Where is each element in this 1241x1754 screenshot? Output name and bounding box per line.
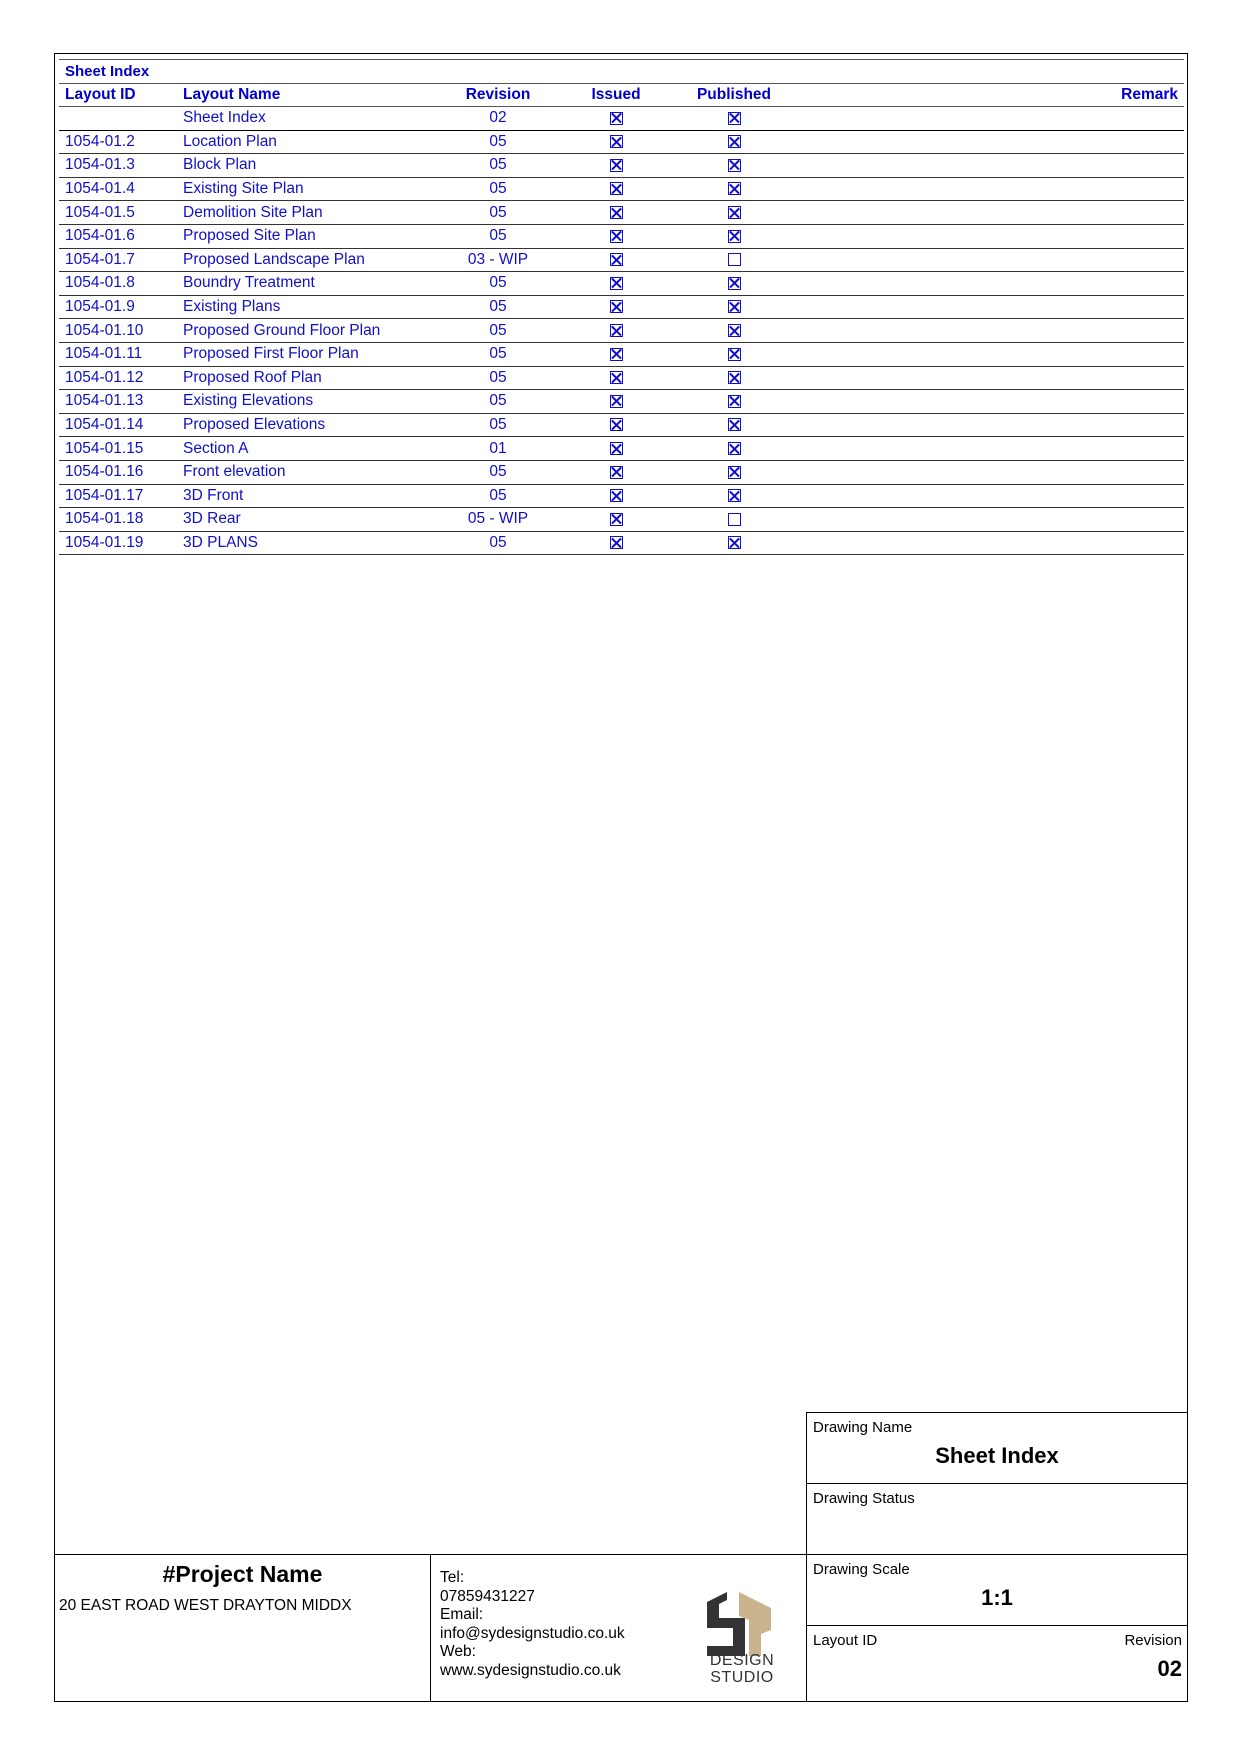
tel-value: 07859431227	[440, 1587, 535, 1605]
remark-cell	[793, 531, 1184, 555]
layout-id-cell: 1054-01.19	[59, 531, 177, 555]
issued-cell	[557, 508, 675, 532]
revision-cell: 05	[439, 484, 557, 508]
published-checked-icon	[728, 230, 741, 243]
drawing-name-value: Sheet Index	[935, 1443, 1059, 1468]
layout-name-cell: Existing Elevations	[177, 390, 439, 414]
published-cell	[675, 460, 793, 484]
remark-cell	[793, 201, 1184, 225]
issued-cell	[557, 154, 675, 178]
revision-value: 02	[1157, 1656, 1182, 1681]
published-cell	[675, 531, 793, 555]
header-layout-name: Layout Name	[177, 84, 439, 107]
issued-cell	[557, 201, 675, 225]
remark-cell	[793, 366, 1184, 390]
issued-checked-icon	[610, 253, 623, 266]
issued-cell	[557, 248, 675, 272]
layout-id-cell: 1054-01.13	[59, 390, 177, 414]
revision-cell: 05	[439, 413, 557, 437]
layout-name-cell: Existing Plans	[177, 295, 439, 319]
published-cell	[675, 107, 793, 131]
remark-cell	[793, 107, 1184, 131]
issued-cell	[557, 272, 675, 296]
remark-cell	[793, 437, 1184, 461]
published-cell	[675, 342, 793, 366]
issued-checked-icon	[610, 182, 623, 195]
published-checked-icon	[728, 300, 741, 313]
published-unchecked-icon	[728, 513, 741, 526]
published-cell	[675, 319, 793, 343]
issued-checked-icon	[610, 230, 623, 243]
sheet-index-row	[59, 460, 1184, 484]
published-checked-icon	[728, 277, 741, 290]
issued-checked-icon	[610, 466, 623, 479]
layout-name-cell: Proposed Roof Plan	[177, 366, 439, 390]
layout-id-cell: 1054-01.5	[59, 201, 177, 225]
revision-cell: 05	[439, 224, 557, 248]
issued-checked-icon	[610, 513, 623, 526]
drawing-name-label: Drawing Name	[813, 1419, 913, 1436]
issued-cell	[557, 366, 675, 390]
issued-cell	[557, 390, 675, 414]
layout-name-cell: Sheet Index	[177, 107, 439, 131]
published-cell	[675, 154, 793, 178]
published-checked-icon	[728, 466, 741, 479]
layout-name-cell: 3D PLANS	[177, 531, 439, 555]
sheet-index-row	[59, 413, 1184, 437]
issued-cell	[557, 319, 675, 343]
published-checked-icon	[728, 135, 741, 148]
issued-checked-icon	[610, 206, 623, 219]
published-checked-icon	[728, 182, 741, 195]
layout-id-cell	[59, 107, 177, 131]
layout-id-cell: 1054-01.4	[59, 177, 177, 201]
sheet-index-row	[59, 484, 1184, 508]
sheet-index-header-row	[59, 84, 1184, 107]
revision-cell: 05	[439, 130, 557, 154]
published-checked-icon	[728, 159, 741, 172]
header-published: Published	[675, 84, 793, 107]
issued-checked-icon	[610, 159, 623, 172]
sheet-index-row	[59, 508, 1184, 532]
contact-details	[440, 1569, 625, 1680]
published-cell	[675, 201, 793, 225]
email-label: Email:	[440, 1606, 484, 1623]
revision-cell: 05	[439, 295, 557, 319]
issued-cell	[557, 107, 675, 131]
remark-cell	[793, 390, 1184, 414]
issued-cell	[557, 130, 675, 154]
layout-id-cell: 1054-01.12	[59, 366, 177, 390]
issued-cell	[557, 224, 675, 248]
published-cell	[675, 272, 793, 296]
published-checked-icon	[728, 324, 741, 337]
layout-name-cell: Block Plan	[177, 154, 439, 178]
layout-name-cell: Boundry Treatment	[177, 272, 439, 296]
published-cell	[675, 366, 793, 390]
layout-id-cell: 1054-01.9	[59, 295, 177, 319]
issued-checked-icon	[610, 418, 623, 431]
sheet-index-row	[59, 342, 1184, 366]
layout-id-cell: 1054-01.7	[59, 248, 177, 272]
layout-name-cell: Proposed Landscape Plan	[177, 248, 439, 272]
remark-cell	[793, 319, 1184, 343]
issued-checked-icon	[610, 442, 623, 455]
issued-checked-icon	[610, 395, 623, 408]
sheet-index-row	[59, 224, 1184, 248]
published-cell	[675, 248, 793, 272]
sheet-index-row	[59, 177, 1184, 201]
issued-checked-icon	[610, 112, 623, 125]
sheet-index-row	[59, 201, 1184, 225]
layout-name-cell: Location Plan	[177, 130, 439, 154]
layout-id-cell: 1054-01.8	[59, 272, 177, 296]
sheet-index-table	[59, 83, 1184, 555]
layout-id-cell: 1054-01.6	[59, 224, 177, 248]
layout-id-cell: 1054-01.14	[59, 413, 177, 437]
drawing-scale-label: Drawing Scale	[813, 1561, 910, 1578]
remark-cell	[793, 413, 1184, 437]
published-cell	[675, 508, 793, 532]
layout-id-cell: 1054-01.11	[59, 342, 177, 366]
drawing-scale-value: 1:1	[981, 1585, 1013, 1610]
project-name: #Project Name	[162, 1561, 323, 1587]
published-unchecked-icon	[728, 253, 741, 266]
remark-cell	[793, 460, 1184, 484]
published-cell	[675, 437, 793, 461]
sheet-index-row	[59, 437, 1184, 461]
revision-cell: 05	[439, 201, 557, 225]
revision-cell: 05	[439, 177, 557, 201]
remark-cell	[793, 224, 1184, 248]
issued-cell	[557, 413, 675, 437]
drawing-status-label: Drawing Status	[813, 1490, 915, 1507]
layout-name-cell: Proposed Ground Floor Plan	[177, 319, 439, 343]
sheet-index-row	[59, 272, 1184, 296]
issued-checked-icon	[610, 536, 623, 549]
layout-id-cell: 1054-01.3	[59, 154, 177, 178]
revision-cell: 01	[439, 437, 557, 461]
issued-cell	[557, 484, 675, 508]
header-remark: Remark	[793, 84, 1184, 107]
issued-cell	[557, 460, 675, 484]
remark-cell	[793, 272, 1184, 296]
issued-cell	[557, 437, 675, 461]
issued-checked-icon	[610, 489, 623, 502]
header-issued: Issued	[557, 84, 675, 107]
remark-cell	[793, 248, 1184, 272]
web-label: Web:	[440, 1643, 476, 1660]
remark-cell	[793, 295, 1184, 319]
revision-cell: 05	[439, 531, 557, 555]
layout-name-cell: Existing Site Plan	[177, 177, 439, 201]
remark-cell	[793, 130, 1184, 154]
layout-name-cell: 3D Front	[177, 484, 439, 508]
published-checked-icon	[728, 489, 741, 502]
issued-checked-icon	[610, 371, 623, 384]
layout-id-cell: 1054-01.18	[59, 508, 177, 532]
layout-id-cell: 1054-01.15	[59, 437, 177, 461]
issued-cell	[557, 531, 675, 555]
remark-cell	[793, 177, 1184, 201]
revision-cell: 05	[439, 460, 557, 484]
published-checked-icon	[728, 371, 741, 384]
header-layout-id: Layout ID	[59, 84, 177, 107]
revision-cell: 05	[439, 366, 557, 390]
header-revision: Revision	[439, 84, 557, 107]
layout-id-cell: 1054-01.10	[59, 319, 177, 343]
layout-id-cell: 1054-01.17	[59, 484, 177, 508]
sheet-index-body	[59, 107, 1184, 555]
logo-line-1: DESIGN	[709, 1652, 775, 1669]
revision-cell: 05	[439, 154, 557, 178]
project-address: 20 EAST ROAD WEST DRAYTON MIDDX	[59, 1597, 352, 1614]
layout-name-cell: Front elevation	[177, 460, 439, 484]
issued-cell	[557, 342, 675, 366]
layout-name-cell: Proposed Elevations	[177, 413, 439, 437]
remark-cell	[793, 342, 1184, 366]
layout-name-cell: Demolition Site Plan	[177, 201, 439, 225]
issued-checked-icon	[610, 300, 623, 313]
layout-name-cell: Proposed Site Plan	[177, 224, 439, 248]
revision-cell: 05	[439, 342, 557, 366]
published-cell	[675, 177, 793, 201]
remark-cell	[793, 484, 1184, 508]
revision-cell: 05	[439, 319, 557, 343]
sheet-index-row	[59, 248, 1184, 272]
email-value: info@sydesignstudio.co.uk	[440, 1624, 625, 1642]
logo-line-2: STUDIO	[710, 1669, 774, 1686]
issued-cell	[557, 295, 675, 319]
published-checked-icon	[728, 348, 741, 361]
layout-id-label: Layout ID	[813, 1632, 878, 1649]
issued-checked-icon	[610, 324, 623, 337]
published-cell	[675, 390, 793, 414]
remark-cell	[793, 508, 1184, 532]
sheet-index-row	[59, 390, 1184, 414]
sheet-index-title: Sheet Index	[59, 59, 1184, 83]
layout-id-cell: 1054-01.2	[59, 130, 177, 154]
sheet-index-row	[59, 295, 1184, 319]
revision-cell: 05	[439, 390, 557, 414]
tel-label: Tel:	[440, 1569, 465, 1586]
issued-checked-icon	[610, 277, 623, 290]
sheet-index-row	[59, 366, 1184, 390]
sheet-index-row	[59, 154, 1184, 178]
published-checked-icon	[728, 418, 741, 431]
sheet-index-row	[59, 531, 1184, 555]
web-value: www.sydesignstudio.co.uk	[440, 1661, 621, 1679]
issued-checked-icon	[610, 135, 623, 148]
layout-name-cell: Proposed First Floor Plan	[177, 342, 439, 366]
sheet-index-row	[59, 319, 1184, 343]
published-cell	[675, 130, 793, 154]
published-checked-icon	[728, 442, 741, 455]
sheet-index-row	[59, 130, 1184, 154]
layout-id-cell: 1054-01.16	[59, 460, 177, 484]
remark-cell	[793, 154, 1184, 178]
revision-cell: 02	[439, 107, 557, 131]
published-cell	[675, 484, 793, 508]
revision-cell: 05	[439, 272, 557, 296]
published-checked-icon	[728, 395, 741, 408]
published-checked-icon	[728, 206, 741, 219]
revision-cell: 05 - WIP	[439, 508, 557, 532]
layout-name-cell: Section A	[177, 437, 439, 461]
revision-label: Revision	[1124, 1632, 1182, 1649]
published-cell	[675, 224, 793, 248]
published-cell	[675, 413, 793, 437]
sheet-index-row	[59, 107, 1184, 131]
issued-checked-icon	[610, 348, 623, 361]
published-checked-icon	[728, 536, 741, 549]
layout-name-cell: 3D Rear	[177, 508, 439, 532]
published-cell	[675, 295, 793, 319]
published-checked-icon	[728, 112, 741, 125]
issued-cell	[557, 177, 675, 201]
revision-cell: 03 - WIP	[439, 248, 557, 272]
logo-wordmark	[700, 1652, 784, 1686]
